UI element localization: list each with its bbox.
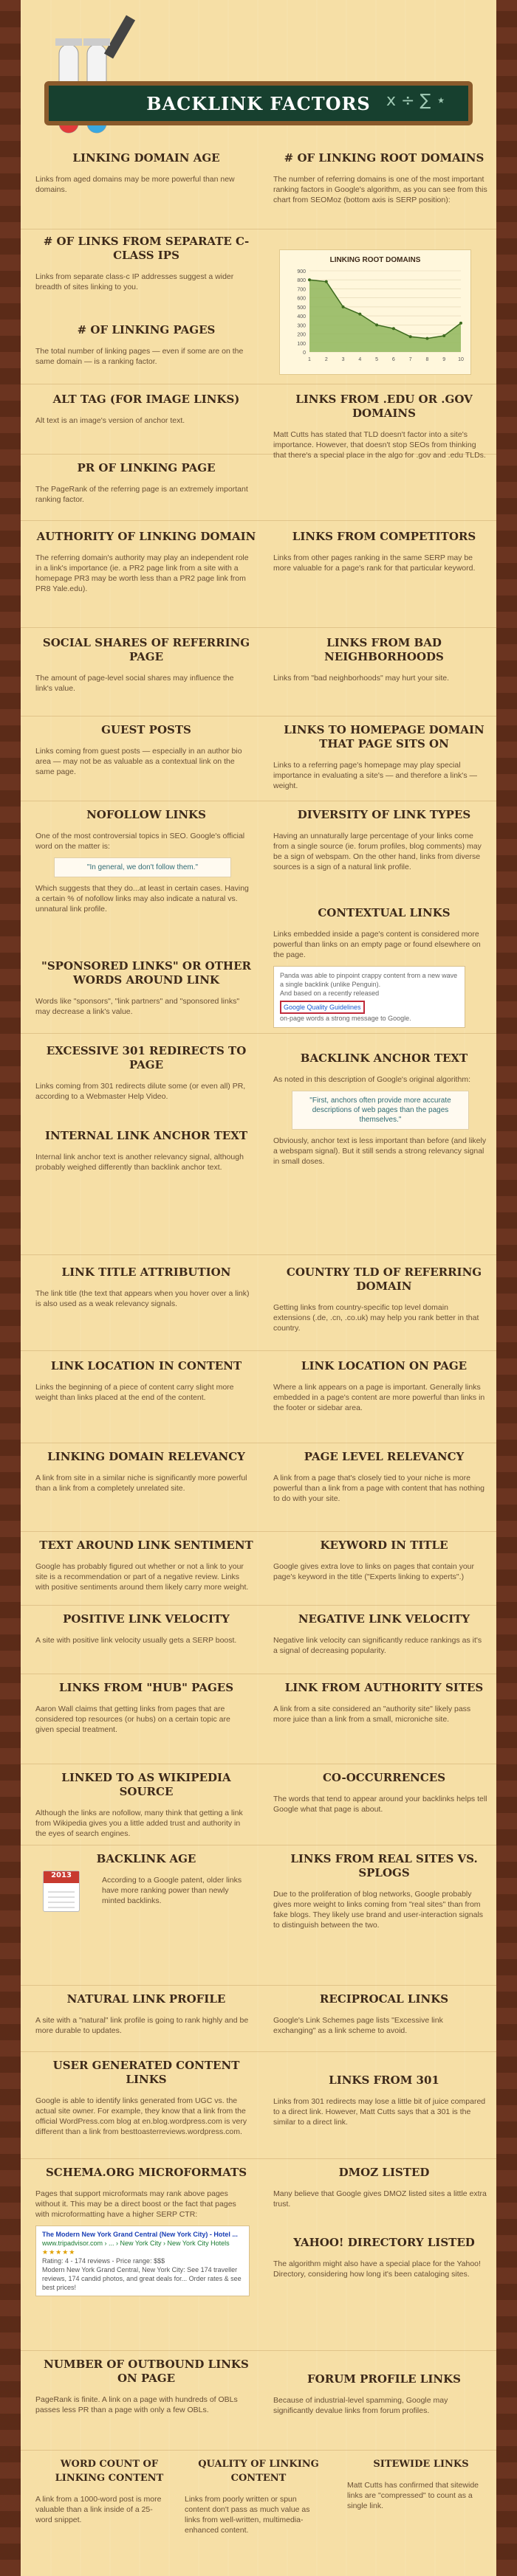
section-divider [21,454,496,455]
factor-description: The algorithm might also have a special place for the Yahoo! Directory, considering how long it's been cataloging sites. [273,2259,481,2279]
x-tick-label: 10 [458,357,464,362]
factor-card [273,1265,495,1333]
factor-title: KEYWORD IN TITLE [320,1539,448,1552]
y-tick-label: 800 [297,278,306,284]
factor-description: Links from 301 redirects may lose a little bit of juice compared to a direct link. However, Matt Cutts says that a 301 is the similar to a direct link. [273,2097,486,2127]
factor-title: FORUM PROFILE LINKS [307,2372,461,2386]
x-tick-label: 2 [324,357,328,362]
example-text: on-page words a strong message to Google. [280,1015,411,1022]
factor-description: Google is able to identify links generated from UGC vs. the actual site owner. For example, they know that a link from the official WordPress.com blog at en.blog.wordpress.com is very different than a link from besttoasterreviews.wordpress.com. [35,2096,247,2136]
chart-data-point [375,323,378,326]
factor-title: LINKS FROM COMPETITORS [292,530,476,543]
section-divider [21,1985,496,1986]
factor-description: Links coming from guest posts — especially in an author bio area — may not be as valuable as a contextual link on the same page. [35,747,242,776]
factor-card [35,323,257,367]
factor-description: Where a link appears on a page is important. Generally links embedded in a page's content are more powerful than links in the footer or sidebar area. [273,1383,485,1412]
factor-description: Negative link velocity can significantly reduce rankings as it's a signal of decreasing popularity. [273,1636,482,1655]
factor-title: BACKLINK AGE [96,1852,196,1865]
factor-title: NOFOLLOW LINKS [86,808,206,821]
factor-description: Having an unnaturally large percentage of your links come from a single source (ie. forum profiles, blog comments) may be a sign of webspam. On the other hand, links from diverse sources is a sign of a natural link profile. [273,832,482,871]
factor-title: PR OF LINKING PAGE [77,461,216,474]
factor-title: LINKS FROM .EDU OR .GOV DOMAINS [295,393,473,420]
factor-description: The total number of linking pages — even if some are on the same domain — is a ranking factor. [35,347,244,366]
x-tick-label: 9 [442,357,446,362]
rating-stars: ★★★★★ [42,2248,76,2256]
calendar-lines [48,1888,75,1908]
chart-data-point [308,278,311,281]
calendar-icon [43,1871,80,1912]
factor-card [35,723,257,777]
factor-description: The amount of page-level social shares may influence the link's value. [35,674,234,693]
factor-description: Google's Link Schemes page lists "Excessive link exchanging" as a link scheme to avoid. [273,2016,443,2035]
factor-description: Words like "sponsors", "link partners" and "sponsored links" may decrease a link's value. [35,997,240,1016]
factor-description: Aaron Wall claims that getting links from pages that are considered top resources (or hubs) on a certain topic are given special treatment. [35,1705,230,1734]
factor-title: EXCESSIVE 301 REDIRECTS TO PAGE [46,1044,247,1071]
factor-title: SCHEMA.ORG MICROFORMATS [45,2166,247,2179]
factor-card [35,235,257,292]
factor-title: # OF LINKS FROM SEPARATE C-CLASS IPS [43,235,250,262]
factor-title: # OF LINKING ROOT DOMAINS [284,151,485,165]
factor-title: LINKS FROM "HUB" PAGES [58,1681,234,1694]
section-divider [21,1254,496,1255]
factor-title: ALT TAG (FOR IMAGE LINKS) [52,393,240,406]
factor-description: Links from aged domains may be more powerful than new domains. [35,175,235,194]
factor-description: Links to a referring page's homepage may play special importance in evaluating a site's — and therefore a link's — weight. [273,761,477,790]
factor-card [273,636,495,683]
factor-title: YAHOO! DIRECTORY LISTED [293,2236,475,2249]
factor-card [35,808,257,914]
example-text: And based on a recently released [280,990,380,997]
factor-card [35,1044,257,1102]
factor-description: The referring domain's authority may play an independent role in a link's importance (ie. a PR2 page link from a site with a homepage PR3 may be worth less than a PR2 page link from PR8 Yale.edu). [35,553,249,593]
factor-card [35,2358,257,2415]
page-title: BACKLINK FACTORS [146,93,371,114]
factor-card [273,1052,495,1167]
x-tick-label: 1 [308,357,311,362]
factor-card [35,1539,257,1592]
factor-description: Although the links are nofollow, many think that getting a link from Wikipedia gives you a little added trust and authority in the eyes of search engines. [35,1809,243,1838]
section-divider [21,520,496,521]
factor-title: INTERNAL LINK ANCHOR TEXT [44,1129,248,1142]
section-divider [21,1531,496,1532]
y-tick-label: 100 [297,341,306,347]
y-tick-label: 500 [297,305,306,311]
factor-title: LINK LOCATION ON PAGE [301,1359,468,1372]
x-tick-label: 8 [425,357,429,362]
factor-title: LINK TITLE ATTRIBUTION [61,1265,231,1279]
factor-description: A site with positive link velocity usually gets a SERP boost. [35,1636,237,1645]
linking-root-domains-chart [279,249,471,375]
section-divider [21,1350,496,1351]
y-tick-label: 300 [297,323,306,329]
chart-data-point [459,322,462,325]
factor-description: Links embedded inside a page's content is considered more powerful than links on an empty page or found elsewhere on the page. [273,930,481,959]
factor-card [35,636,257,694]
factor-title: LINK LOCATION IN CONTENT [50,1359,242,1372]
factor-title: LINKS FROM 301 [329,2073,439,2087]
section-divider [21,2450,496,2451]
factor-description: Pages that support microformats may rank above pages without it. This may be a direct boost or the fact that pages with microformatting have a higher SERP CTR: [35,2189,236,2219]
chart-data-point [425,337,428,340]
factor-card [185,2457,332,2535]
factor-card [35,1359,257,1403]
serp-snippet: Modern New York Grand Central, New York City: See 174 traveller reviews, 174 candid photos, and great deals for... Order rates & see best prices! [42,2266,242,2291]
factor-description: Internal link anchor text is another relevancy signal, although probably weighed differently than backlink anchor text. [35,1153,244,1172]
chart-svg [280,250,472,376]
x-tick-label: 3 [341,357,345,362]
chart-data-point [442,334,445,337]
factor-card [35,461,257,505]
factor-card [35,1771,257,1839]
factor-description: PageRank is finite. A link on a page with hundreds of OBLs passes less PR than a page with only a few OBLs. [35,2395,238,2414]
factor-title: LINKS TO HOMEPAGE DOMAIN THAT PAGE SITS ON [284,723,485,750]
y-tick-label: 600 [297,296,306,302]
factor-description: Matt Cutts has confirmed that sitewide links are "compressed" to count as a single link. [347,2481,479,2510]
factor-card [273,530,495,573]
factor-card [35,530,257,594]
factor-description: As noted in this description of Google's original algorithm: [273,1075,470,1084]
factor-title: GUEST POSTS [101,723,191,736]
factor-title: QUALITY OF LINKING CONTENT [198,2459,319,2484]
factor-card [273,1450,495,1504]
serp-rating: Rating: 4 - 174 reviews - Price range: $$$ [42,2257,165,2265]
factor-card [35,1129,257,1173]
factor-card [273,2073,495,2127]
factor-description: The PageRank of the referring page is an extremely important ranking factor. [35,485,248,504]
factor-description: Google has probably figured out whether or not a link to your site is a recommendation or part of a negative review. Links with positive sentiments around them likely carry more weight. [35,1562,249,1592]
factor-title: TEXT AROUND LINK SENTIMENT [39,1539,253,1552]
factor-card [273,1992,495,2036]
factor-card [35,1681,257,1735]
serp-result-url: www.tripadvisor.com › ... › New York City › New York City Hotels [42,2240,230,2247]
factor-description: A link from site in a similar niche is significantly more powerful than a link from a completely unrelated site. [35,1474,247,1493]
chart-data-point [342,305,345,308]
factor-title: PAGE LEVEL RELEVANCY [304,1450,465,1463]
factor-card [35,2059,257,2137]
factor-title: # OF LINKING PAGES [77,323,216,336]
factor-description: A link from a site considered an "authority site" likely pass more juice than a link from a small, microniche site. [273,1705,471,1724]
factor-description: Links from "bad neighborhoods" may hurt your site. [273,674,449,683]
factor-title: LINKING DOMAIN AGE [72,151,220,165]
factor-description-extra: Obviously, anchor text is less important than before (and likely a webspam signal). But it still sends a strong relevancy signal in small doses. [273,1136,487,1166]
factor-title: AUTHORITY OF LINKING DOMAIN [36,530,256,543]
factor-title: CO-OCCURRENCES [322,1771,446,1784]
y-tick-label: 400 [297,314,306,320]
y-tick-label: 700 [297,287,306,293]
factor-title: SITEWIDE LINKS [373,2459,469,2470]
chart-data-point [409,335,412,338]
chart-data-point [358,313,361,316]
factor-card [35,959,257,1017]
y-tick-label: 900 [297,269,306,274]
factor-title: LINKS FROM BAD NEIGHBORHOODS [324,636,444,663]
x-tick-label: 6 [391,357,395,362]
factor-card [273,2236,495,2279]
factor-card [273,906,495,1028]
factor-card [273,1539,495,1582]
factor-description: Links from separate class-c IP addresses suggest a wider breadth of sites linking to you. [35,272,234,291]
section-divider [21,627,496,628]
factor-title: LINKED TO AS WIKIPEDIA SOURCE [61,1771,231,1798]
quote-box: "First, anchors often provide more accurate descriptions of web pages than the pages themselves." [292,1091,469,1130]
y-tick-label: 0 [303,351,306,356]
factor-description: A site with a "natural" link profile is going to rank highly and be more durable to updates. [35,2016,249,2035]
chart-title: LINKING ROOT DOMAINS [329,256,421,264]
factor-title: CONTEXTUAL LINKS [318,906,451,919]
example-text: Panda was able to pinpoint crappy content from a new wave a single backlink (unlike Penguin). [280,972,458,988]
example-highlighted-link[interactable]: Google Quality Guidelines [280,1001,365,1014]
wood-border-right [496,0,517,2576]
factor-description: Links from other pages ranking in the same SERP may be more valuable for a page's rank for that particular keyword. [273,553,476,573]
factor-description-extra: Which suggests that they do...at least in certain cases. Having a certain % of nofollow links may also indicate a natural vs. unnatural link profile. [35,884,249,914]
factor-card [35,1992,257,2036]
factor-card [273,1852,495,1930]
factor-card [35,2457,183,2525]
factor-card [273,2166,495,2209]
section-divider [21,2350,496,2351]
factor-description: Matt Cutts has stated that TLD doesn't factor into a site's importance. However, that doesn't stop SEOs from thinking that there's a special place in the algo for .gov and .edu TLDs. [273,430,486,460]
factor-description: A link from a page that's closely tied to your niche is more powerful than a link from a page with content that has nothing to do with your site. [273,1474,485,1503]
section-divider [21,2158,496,2159]
factor-card [273,1359,495,1413]
factor-title: WORD COUNT OF LINKING CONTENT [55,2459,164,2484]
section-divider [21,1033,496,1034]
factor-description: Google gives extra love to links on pages that contain your page's keyword in the title ("Experts linking to experts".) [273,1562,474,1581]
factor-description: Alt text is an image's version of anchor text. [35,416,185,425]
factor-description: Links coming from 301 redirects dilute some (or even all) PR, according to a Webmaster Help Video. [35,1082,246,1101]
factor-title: LINK FROM AUTHORITY SITES [284,1681,484,1694]
factor-description: According to a Google patent, older links have more ranking power than newly minted backlinks. [102,1876,242,1905]
factor-card [35,1612,257,1646]
factor-card [273,1612,495,1656]
factor-card [273,393,495,460]
factor-title: COUNTRY TLD OF REFERRING DOMAIN [286,1265,482,1293]
factor-card [273,723,495,791]
factor-description: A link from a 1000-word post is more valuable than a link inside of a 25-word snippet. [35,2495,162,2524]
factor-title: POSITIVE LINK VELOCITY [63,1612,230,1626]
factor-title: NUMBER OF OUTBOUND LINKS ON PAGE [44,2358,249,2385]
factor-description: Getting links from country-specific top level domain extensions (.de, .cn, .co.uk) may help you rank better in that country. [273,1303,479,1333]
factor-title: DMOZ LISTED [338,2166,430,2179]
factor-description: One of the most controversial topics in SEO. Google's official word on the matter is: [35,832,245,851]
factor-description: Many believe that Google gives DMOZ listed sites a little extra trust. [273,2189,487,2209]
x-tick-label: 5 [375,357,379,362]
x-tick-label: 7 [408,357,412,362]
factor-description: The link title (the text that appears when you hover over a link) is also used as a weak relevancy signals. [35,1289,250,1308]
factor-title: "SPONSORED LINKS" OR OTHER WORDS AROUND LINK [41,959,251,987]
wood-border-left [0,0,21,2576]
factor-description: Links the beginning of a piece of content carry slight more weight than links placed at the end of the content. [35,1383,234,1402]
contextual-link-example [273,966,465,1028]
factor-card [35,151,257,195]
factor-card [273,151,495,205]
factor-description: Because of industrial-level spamming, Google may significantly devalue links from forum profiles. [273,2396,448,2415]
factor-title: NATURAL LINK PROFILE [66,1992,226,2006]
factor-card [347,2457,495,2511]
quote-box: "In general, we don't follow them." [54,857,231,877]
factor-title: NEGATIVE LINK VELOCITY [298,1612,470,1626]
y-tick-label: 200 [297,332,306,338]
factor-title: LINKING DOMAIN RELEVANCY [47,1450,245,1463]
section-divider [21,2051,496,2052]
chalk-math-symbols: x ÷ ∑ ⋆ [386,91,446,110]
factor-card [35,1450,257,1494]
serp-result-title[interactable]: The Modern New York Grand Central (New York City) - Hotel ... [42,2231,238,2238]
factor-card [35,393,257,426]
chart-data-point [325,280,328,283]
factor-title: USER GENERATED CONTENT LINKS [52,2059,240,2086]
factor-card [35,1852,257,1906]
chart-data-point [392,327,395,330]
factor-title: SOCIAL SHARES OF REFERRING PAGE [42,636,250,663]
factor-card [273,808,495,872]
factor-description: Due to the proliferation of blog networks, Google probably gives more weight to links coming from "real sites" than from fake blogs. They likely use brand and user-interaction signals to distinguish between the two. [273,1890,484,1930]
factor-card [35,1265,257,1309]
factor-description: Links from poorly written or spun content don't pass as much value as links from well-written, multimedia-enhanced content. [185,2495,310,2535]
factor-description: The words that tend to appear around your backlinks helps tell Google what that page is about. [273,1795,487,1814]
factor-title: LINKS FROM REAL SITES VS. SPLOGS [290,1852,478,1879]
x-tick-label: 4 [358,357,362,362]
header-chalkboard [44,81,473,125]
factor-description: The number of referring domains is one of the most important ranking factors in Google's algorithm, as you can see from this chart from SEOMoz (bottom axis is SERP position): [273,175,487,204]
factor-card [273,1771,495,1814]
serp-example [35,2225,250,2296]
factor-title: DIVERSITY OF LINK TYPES [297,808,471,821]
calendar-year: 2013 [44,1871,79,1883]
section-divider [21,1605,496,1606]
factor-title: RECIPROCAL LINKS [319,1992,449,2006]
factor-card [273,1681,495,1724]
factor-card [273,2372,495,2416]
factor-title: BACKLINK ANCHOR TEXT [300,1052,468,1065]
factor-card [35,2166,257,2296]
